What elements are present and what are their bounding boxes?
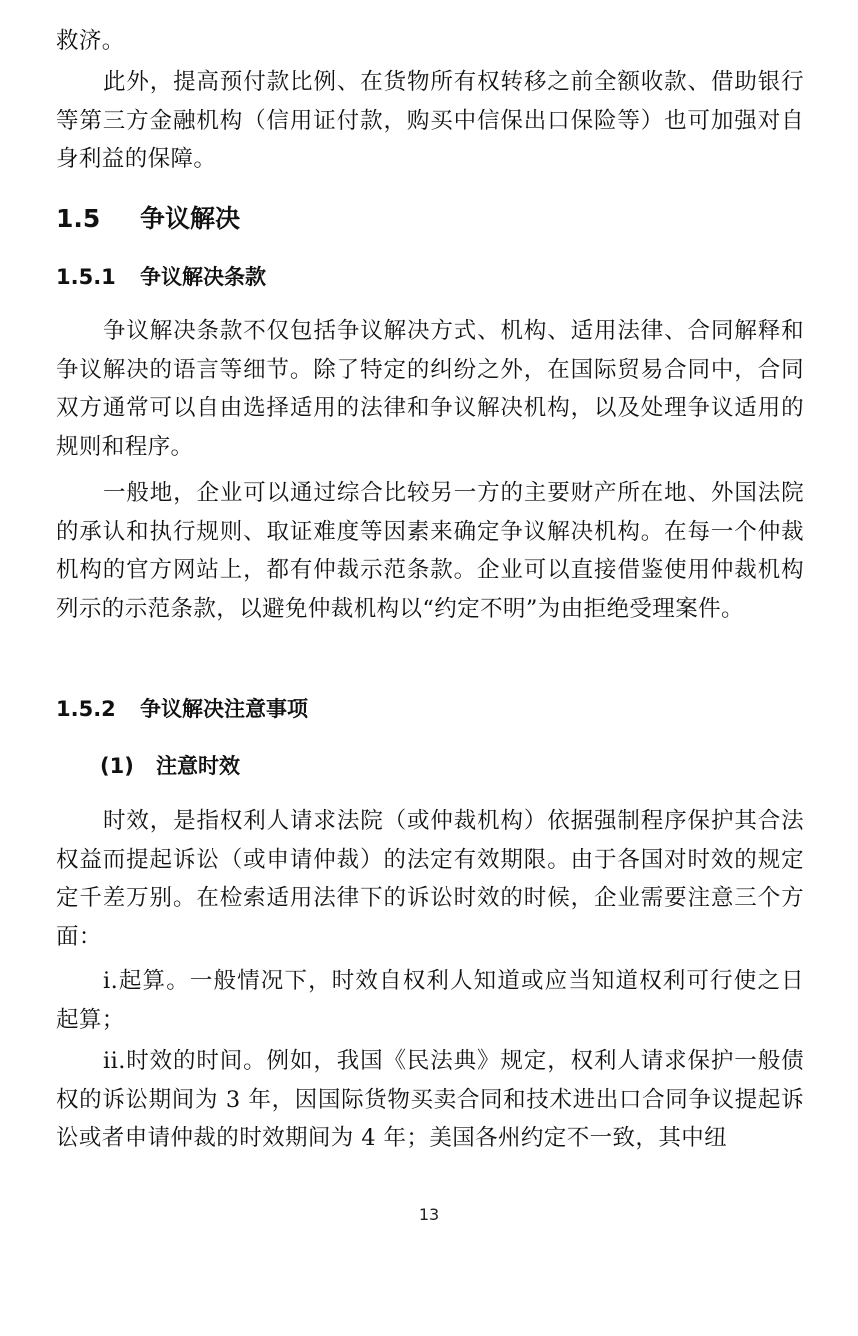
section-heading: [56, 202, 240, 236]
paragraph-limitation-start: i.起算。一般情况下，时效自权利人知道或应当知道权利可行使之日起算；: [56, 968, 804, 1033]
subsection-title-2: 争议解决注意事项: [140, 697, 308, 721]
paragraph-continuation: 救济。: [56, 28, 125, 54]
subsection-number-1: 1.5.1: [56, 265, 116, 289]
page-number: 13: [418, 1205, 440, 1224]
item-number-1: (1): [100, 754, 134, 778]
subsection-number-2: 1.5.2: [56, 697, 116, 721]
subsection-heading-1: [56, 262, 266, 292]
item-heading-1: [100, 751, 240, 781]
paragraph-prepayment: 此外，提高预付款比例、在货物所有权转移之前全额收款、借助银行等第三方金融机构（信用证付款，购买中信保出口保险等）也可加强对自身利益的保障。: [56, 69, 804, 172]
section-number: 1.5: [56, 204, 101, 233]
paragraph-limitation-period: ii.时效的时间。例如，我国《民法典》规定，权利人请求保护一般债权的诉讼期间为 3 年，因国际货物买卖合同和技术进出口合同争议提起诉讼或者申请仲裁的时效期间为 4 年；美国各州约定不一致，其中纽: [56, 1048, 804, 1151]
subsection-heading-2: [56, 694, 308, 724]
subsection-title-1: 争议解决条款: [140, 265, 266, 289]
paragraph-arbitration-body: 一般地，企业可以通过综合比较另一方的主要财产所在地、外国法院的承认和执行规则、取证难度等因素来确定争议解决机构。在每一个仲裁机构的官方网站上，都有仲裁示范条款。企业可以直接借鉴使用仲裁机构列示的示范条款，以避免仲裁机构以“约定不明”为由拒绝受理案件。: [56, 480, 804, 622]
paragraph-limitation-definition: 时效，是指权利人请求法院（或仲裁机构）依据强制程序保护其合法权益而提起诉讼（或申请仲裁）的法定有效期限。由于各国对时效的规定定千差万别。在检索适用法律下的诉讼时效的时候，企业需要注意三个方面：: [56, 808, 804, 950]
section-title: 争议解决: [140, 204, 241, 233]
item-title-1: 注意时效: [156, 754, 240, 778]
paragraph-dispute-clause: 争议解决条款不仅包括争议解决方式、机构、适用法律、合同解释和争议解决的语言等细节。除了特定的纠纷之外，在国际贸易合同中，合同双方通常可以自由选择适用的法律和争议解决机构，以及处理争议适用的规则和程序。: [56, 318, 804, 460]
